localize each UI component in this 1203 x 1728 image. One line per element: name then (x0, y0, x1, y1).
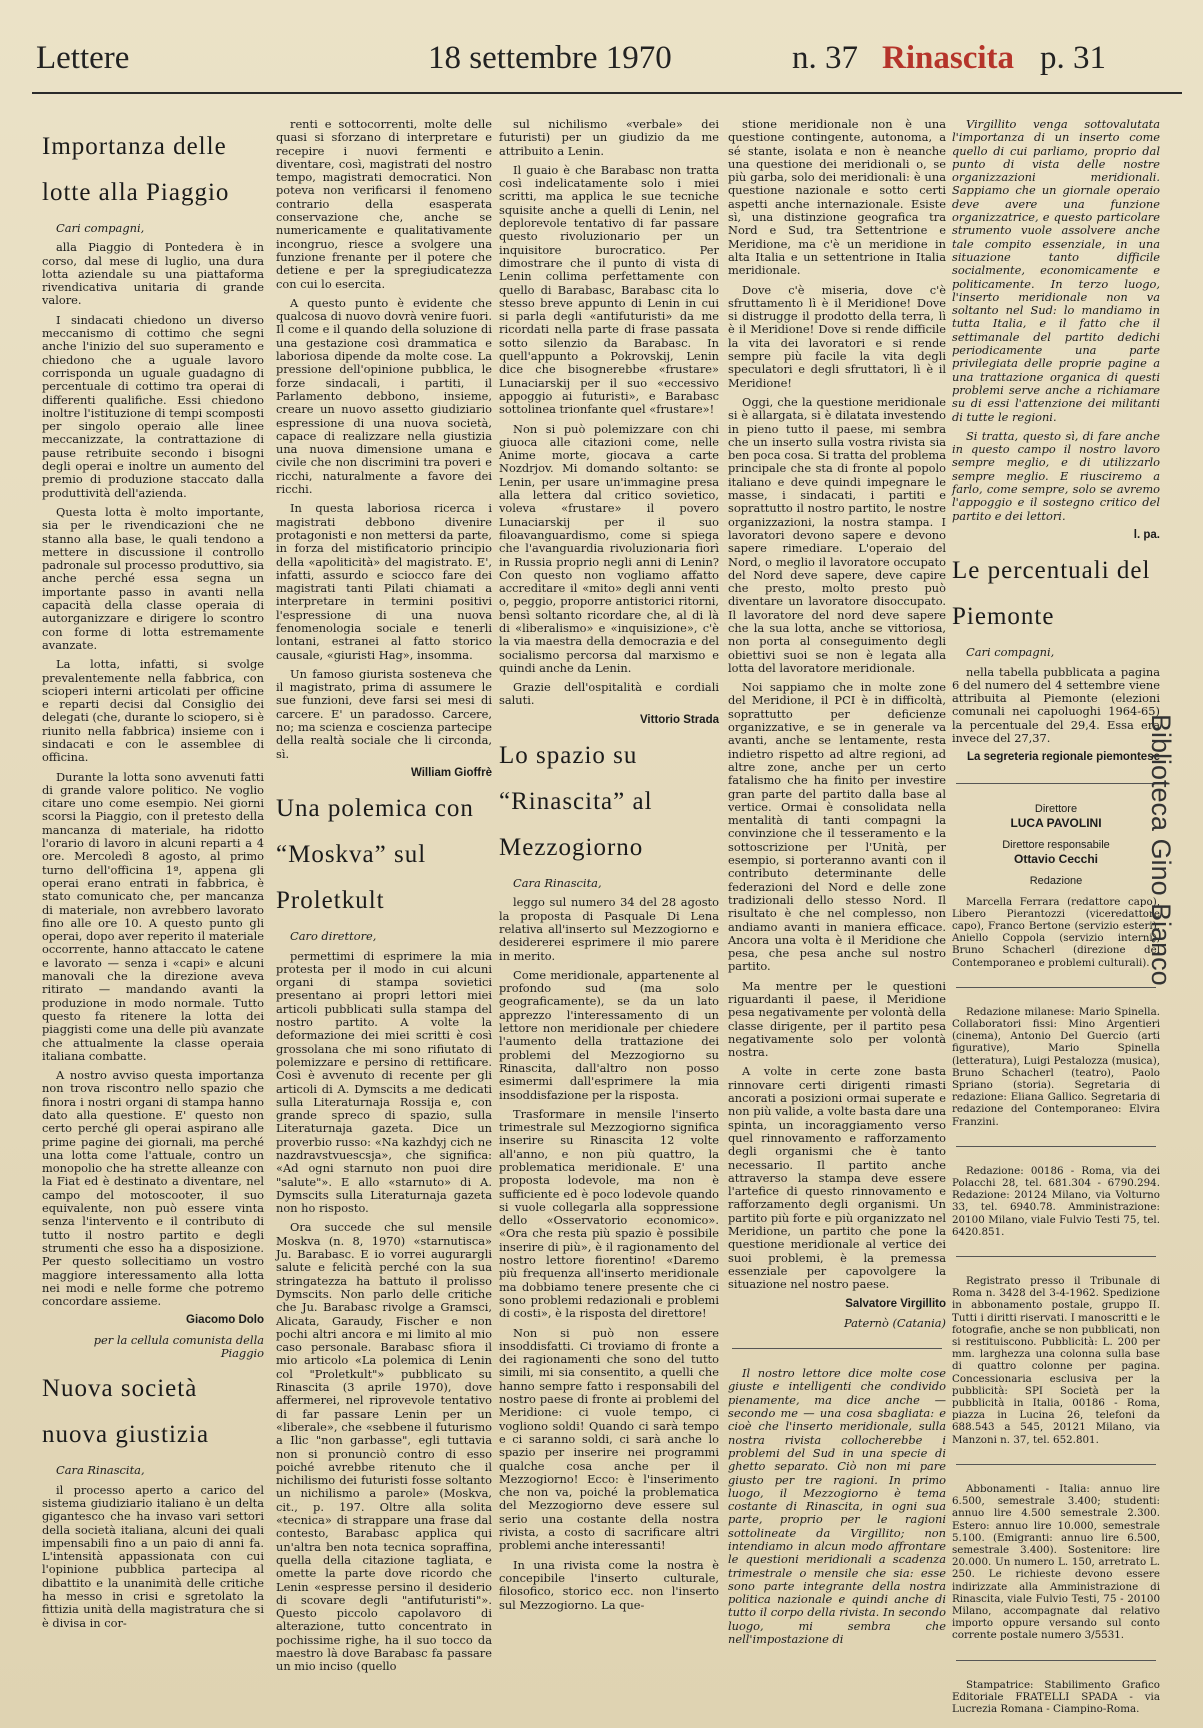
section-title: Lettere (36, 40, 130, 76)
divider (956, 783, 1156, 784)
divider (956, 1464, 1156, 1465)
signature: Vittorio Strada (639, 713, 719, 726)
library-watermark: Biblioteca Gino Bianco (1146, 714, 1176, 986)
body-paragraph: I sindacati chiedono un diverso meccanismo di cottimo che segni anche l'inizio del suo superamento e chiedono che a uguale lavoro corrisponda un uguale guadagno di percentuale di cottimo tra operai di differenti qualifiche. Essi chiedono inoltre l'istituzione di tempi scomposti per singolo operaio alle linee meccanizzate, la contrattazione di pause retribuite secondo i bisogni degli operai e inoltre un aumento del premio di produzione staccato dalla produttività dell'azienda. (42, 312, 264, 500)
signature-affiliation: per la cellula comunista della Piaggio (93, 1332, 264, 1361)
editor-reply-continued (952, 118, 1160, 523)
signature: Giacomo Dolo (186, 1314, 264, 1327)
redazione-staff: Marcella Ferrara (redattore capo), Libero Pierantozzi (viceredattore capo), Franco Bertone (servizio esteri), Aniello Coppola (servizio interni), Bruno Schacherl (direzione del Contemporaneo e problemi culturali). (952, 895, 1160, 969)
headline-nuova-giustizia: Nuova società nuova giustizia (42, 1375, 210, 1449)
body-paragraph: Questa lotta è molto importante, sia per le rivendicazioni che ne stanno alla base, le quali tendono a mettere in discussione il controllo padronale sul processo produttivo, sia anche perché essa segna un importante passo in avanti nella capacità della classe operaia di autorganizzare e dirigere lo scontro con forme di lotta estremamente avanzate. (42, 504, 264, 652)
subscriptions: Abbonamenti - Italia: annuo lire 6.500, semestrale 3.400; studenti: annuo lire 4.500 semestrale 2.300. Estero: annuo lire 10.000, semestrale 5.100. (Emigranti: annuo lire 6.500, semestrale 3.400). Sostenitore: lire 20.000. Un numero L. 150, arretrato L. 250. Le richieste devono essere indirizzate alla Amministrazione di Rinascita, viale Fulvio Testi, 75 - 20100 Milano, accompagnate dal relativo importo oppure versando sul conto corrente postale numero 3/5531. (952, 1482, 1160, 1642)
signature: Salvatore Virgillito (845, 1297, 946, 1310)
addresses: Redazione: 00186 - Roma, via dei Polacchi 28, tel. 681.304 - 6790.294. Redazione: 20124 Milano, via Volturno 33, tel. 6940.78. Amministrazione: 20100 Milano, viale Fulvio Testi 75, tel. 6420.851. (952, 1164, 1160, 1238)
signature: William Gioffrè (410, 766, 492, 779)
legal-notice: Registrato presso il Tribunale di Roma n. 3428 del 3-4-1962. Spedizione in abbonamento postale, gruppo II. Tutti i diritti riservati. I manoscritti e le fotografie, anche se non pubblicati, non si restituiscono. Pubblicità: L. 200 per mm. larghezza una colonna sulla base di quattro colonne per pagina. Concessionaria esclusiva per la pubblicità: SPI Società per la pubblicità in Italia, 00186 - Roma, piazza in Lucina 26, telefoni da 688.543 a 545, 20121 Milano, via Manzoni n. 37, tel. 652.801. (952, 1275, 1160, 1446)
salutation: Cari compagni, (966, 645, 1055, 660)
issue-date: 18 settembre 1970 (428, 40, 672, 76)
divider (956, 1256, 1156, 1257)
salutation: Cara Rinascita, (513, 876, 602, 891)
issue-number: n. 37 (792, 40, 858, 76)
headline-spazio-mezzogiorno: Lo spazio su “Rinascita” al Mezzogiorno (499, 742, 653, 862)
reply-paragraph: Si tratta, questo sì, di fare anche in questo campo il nostro lavoro sempre meglio, e di utilizzarlo sempre meglio. E riusciremo a farlo, come sempre, solo se avremo l'appoggio e il sostegno critico del partito e dei lettori. (952, 428, 1160, 523)
reply-signature: l. pa. (1133, 528, 1160, 541)
body-paragraph: La lotta, infatti, si svolge prevalentemente nella fabbrica, con scioperi interni articolati per officine e reparti decisi dal Consiglio dei delegati (che, durante lo sciopero, si è riunito nella fabbrica) insieme con i sindacati e con le assemblee di officina. (42, 657, 264, 765)
header-rule (32, 92, 1182, 94)
responsible-label: Direttore responsabile (1002, 838, 1110, 851)
body-paragraph: Come meridionale, appartenente al profondo sud (ma solo geograficamente), se da un lato apprezzo l'interessamento di un lettore non meridionale per chiedere l'aumento della trattazione dei problemi del Mezzogiorno su Rinascita, dall'altro non posso esimermi dall'esprimere la mia insoddisfazione per la risposta. (499, 967, 719, 1102)
column-2 (276, 118, 492, 1680)
body-paragraph: Trasformare in mensile l'inserto trimestrale sul Mezzogiorno significa inserire su Rinascita 12 volte all'anno, e non più quattro, la problematica meridionale. E' una proposta lodevole, ma non è sufficiente ed è poco lodevole quando si vuole collegarla alla soppressione dello «Osservatorio economico». «Ora che resta più spazio è possibile inserire di più», è il ragionamento del nostro lettore fiorentino! «Daremo più frequenza all'inserto meridionale ma dobbiamo tenere presente che ci sono problemi redazionali e problemi di costi», è la risposta del direttore! (499, 1106, 719, 1321)
body-paragraph: Il guaio è che Barabasc non tratta così indelicatamente solo i miei scritti, ma applica le sue tecniche squisite anche a quelli di Lenin, nel deplorevole tentativo di far passare questo rivoluzionario per un inquisitore burocratico. Per dimostrare che il punto di vista di Lenin collima perfettamente con quello di Barabasc, Barabasc cita lo stesso breve appunto di Lenin in cui si parla degli «antifuturisti» da me ricordati nella parte di frase passata sotto silenzio da Barabasc. In quell'appunto a Pokrovskij, Lenin dice che bisognerebbe «frustare» Lunaciarskij per il suo «eccessivo appoggio ai futuristi», e Barabasc sottolinea trionfante quel «frustare»! (499, 162, 719, 417)
masthead-logo: Rinascita (882, 40, 1014, 76)
salutation: Cara Rinascita, (56, 1463, 145, 1478)
reply-paragraph: Il nostro lettore dice molte cose giuste e intelligenti che condivido pienamente, ma dice anche — secondo me — una cosa sbagliata: e cioè che l'inserto meridionale, sulla nostra rivista collocherebbe i problemi del Sud in una specie di ghetto separato. Ciò non mi pare giusto per tre ragioni. In primo luogo, il Mezzogiorno è tema costante di Rinascita, in ogni sua parte, proprio per le ragioni sottolineate da Virgillito; non intendiamo in alcun modo affrontare le questioni meridionali a scadenza trimestrale o mensile che sia: esse sono parte integrante della nostra politica nazionale e quindi anche di tutto il corpo della rivista. In secondo luogo, mi sembra che nell'impostazione di (728, 1366, 946, 1647)
body-paragraph: stione meridionale non è una questione contingente, autonoma, a sé stante, isolata e non è neanche una questione dei meridionali o, se più garba, solo dei meridionali: è una questione nazionale e sotto certi aspetti anche internazionale. Esiste sì, una distinzione geografica tra Nord e Sud, tra Settentrione e Meridione, ma c'è un meridione in alta Italia e un settentrione in Italia meridionale. (728, 117, 946, 278)
body-paragraph: leggo sul numero 34 del 28 agosto la proposta di Pasquale Di Lena relativa all'inserto sul Mezzogiorno e desidererei esprimere il mio parere in merito. (499, 895, 719, 963)
printer-info: Stampatrice: Stabilimento Grafico Editoriale FRATELLI SPADA - via Lucrezia Romana - Ciampino-Roma. (952, 1678, 1160, 1715)
body-paragraph: Un famoso giurista sosteneva che il magistrato, prima di assumere le sue funzioni, deve farsi sei mesi di carcere. E' un paradosso. Carcere, no; ma scienza e coscienza partecipe della realtà sociale che li circonda, sì. (276, 666, 492, 761)
headline-percentuali: Le percentuali del Piemonte (952, 557, 1151, 631)
column-1 (42, 118, 264, 1636)
redazione-label: Redazione (1029, 874, 1083, 887)
body-paragraph: In una rivista come la nostra è concepibile l'inserto culturale, filosofico, storico ecc. non l'inserto sul Mezzogiorno. La que- (499, 1557, 719, 1612)
body-paragraph: renti e sottocorrenti, molte delle quasi si sforzano di interpretare e recepire i nuovi fermenti e diventare, così, magistrati del nostro tempo, magistrati democratici. Non poteva non verificarsi il fenomeno contrario della esasperata conservazione che, anche se numericamente e qualitativamente incongruo, riesce a svolgere una funzione frenante per il potere che detiene e per la spregiudicatezza con cui lo esercita. (276, 117, 492, 291)
column-3 (499, 118, 719, 1618)
responsible-director-block (952, 838, 1160, 866)
body-paragraph: Non si può non essere insoddisfatti. Ci troviamo di fronte a dei ragionamenti che sono del tutto simili, mi sia consentito, a quelli che hanno sempre fatto i responsabili del nostro paese di fronte ai problemi del Meridione: ci vuole tempo, ci vogliono soldi! Quando ci sarà tempo e ci saranno soldi, ci sarà anche lo spazio per inserire nei programmi qualche cosa anche per il Mezzogiorno! Ecco: è l'inserimento che non va, poiché la problematica del Mezzogiorno deve essere sul serio una costante della nostra rivista, a costo di sacrificare altri problemi anche interessanti! (499, 1325, 719, 1553)
column-4 (728, 118, 946, 1652)
salutation: Cari compagni, (56, 221, 145, 235)
column-5 (952, 118, 1160, 1721)
divider (956, 987, 1156, 988)
body-paragraph: il processo aperto a carico del sistema giudiziario italiano è un delta gigantesco che ha invaso vari settori della società italiana, alcuni dei quali impensabili fino a un paio di anni fa. L'intensità appassionata con cui l'opinione pubblica partecipa al dibattito e la unanimità delle critiche ha messo in crisi e sgretolato la fittizia unità della magistratura che si è divisa in cor- (42, 1482, 264, 1630)
body-paragraph: permettimi di esprimere la mia protesta per il modo in cui alcuni organi di stampa sovietici presentano ai propri lettori miei articoli pubblicati sulla stampa del nostro partito. A volte la deformazione dei miei scritti è così grossolana che mi sono rifiutato di polemizzare e persino di rettificare. Così è avvenuto di recente per gli articoli di A. Dymscits a me dedicati sulla Literaturnaja Rossija e, con grande spreco di spazio, sulla Literaturnaja gazeta. Dice un proverbio russo: «Na kazhdyj cich ne nazdravstvuescsja», che significa: «Ad ogni starnuto non puoi dire "salute"». E allo «starnuto» di A. Dymscits sulla Literaturnaja gazeta non ho risposto. (276, 948, 492, 1216)
body-paragraph: Ma mentre per le questioni riguardanti il paese, il Meridione pesa negativamente per volontà della classe dirigente, per il partito pesa negativamente solo per volontà nostra. (728, 978, 946, 1060)
body-paragraph: Ora succede che sul mensile Moskva (n. 8, 1970) «starnutisca» Ju. Barabasc. E io vorrei augurargli salute e felicità perché con la sua stringatezza ha battuto il prolisso Dymscits. Non parlo delle critiche che Ju. Barabasc rivolge a Gramsci, Alicata, Garaudy, Fischer e non pochi altri ancora e mi limito al mio caso personale. Barabasc sfiora il mio articolo «La polemica di Lenin col "Proletkult"» pubblicato su Rinascita (3 aprile 1970), dove affermerei, nel riprovevole tentativo di far passare Lenin per un «liberale», che «sebbene il futurismo a Ilic "non garbasse", egli tuttavia non si pronunciò contro di esso poiché avrebbe ritenuto che il nichilismo dei futuristi fosse soltanto un nichilismo a parole» (Moskva, cit., p. 197. Oltre alla solita «tecnica» di strappare una frase dal contesto, Barabasc applica qui un'altra ben nota tecnica sopraffina, quella della citazione tagliata, e omette la parte dove ricordo che Lenin «espresse persino il desiderio di scovare degli "antifuturisti"». Questo piccolo capolavoro di alterazione, tutto concentrato in pochissime righe, ha il suo tocco da maestro là dove Barabasc fa passare un mio inciso (quello (276, 1220, 492, 1674)
body-paragraph: Noi sappiamo che in molte zone del Meridione, il PCI è in difficoltà, soprattutto per deficienze organizzative, e se in generale va avanti, anche se lentamente, resta indietro rispetto ad altre regioni, ad altre zone, anche per un certo fatalismo che ha finito per investire gran parte del partito dalla base al vertice. Ormai è consolidata nella mentalità di tanti compagni la convinzione che il tesseramento e la sottoscrizione per l'Unità, per esempio, si porteranno avanti con il contributo determinante delle federazioni del Nord e delle zone tradizionali dello stesso Nord. Il risultato è che nel complesso, non andiamo avanti in maniera efficace. Ancora una volta è il Meridione che pesa, che pesa anche sul nostro partito. (728, 680, 946, 974)
body-paragraph: Durante la lotta sono avvenuti fatti di grande valore politico. Ne voglio citare uno come esempio. Nei giorni scorsi la Piaggio, con il pretesto della mancanza di materiale, ha ridotto l'orario di lavoro in alcuni reparti a 4 ore. Mercoledì 8 agosto, al primo turno dell'officina 1ª, appena gli operai erano entrati in fabbrica, è stato comunicato che, per mancanza di materiale, non avrebbero lavorato fino alle ore 10. A questo punto gli operai, dopo aver reperito il materiale occorrente, hanno attaccato le catene e lavorato — senza i «capi» e alcuni manovali che la direzione aveva ritirato — mandando avanti la produzione in modo normale. Tutto questo fa ritenere la lotta dei piaggisti come una delle più avanzate che attualmente la classe operaia italiana combatte. (42, 769, 264, 1063)
signature: La segreteria regionale piemontese (966, 751, 1160, 764)
body-paragraph: Grazie dell'ospitalità e cordiali saluti. (499, 680, 719, 708)
director-name: LUCA PAVOLINI (1010, 815, 1102, 830)
page-header (0, 28, 1203, 88)
divider (732, 1348, 942, 1349)
body-paragraph: In questa laboriosa ricerca i magistrati debbono divenire protagonisti e non mettersi da parte, in forza del mistificatorio principio della «apoliticità» del magistrato. E', infatti, assurdo e sciocco fare dei magistrati tanti Pilati chiamati a interpretare in termini positivi l'espressione di una nuova fenomenologia sociale e tenerli lontani, estranei al fatto storico causale, «giuristi Hag», insomma. (276, 501, 492, 662)
body-paragraph: A nostro avviso questa importanza non trova riscontro nello spazio che finora i nostri organi di stampa hanno dato alla questione. E' questo non certo perché gli operai aspirano alle prime pagine dei giornali, ma perché una lotta come l'attuale, contro un monopolio che ha strette alleanze con la Fiat ed è destinato a diventare, nel campo del motoscooter, il suo equivalente, non può essere vinta senza l'intervento e il contributo di tutto il nostro partito e degli strumenti che esso ha a disposizione. Per questo sollecitiamo un vostro maggiore interessamento alla lotta nei modi e nelle forme che potremo concordare assieme. (42, 1068, 264, 1309)
director-label: Direttore (1034, 802, 1078, 815)
body-paragraph: A volte in certe zone basta rinnovare certi dirigenti rimasti ancorati a posizioni ormai superate e non più valide, a volte basta dare una spinta, un incoraggiamento verso quel rinnovamento e rafforzamento degli organismi che è tanto necessario. Il partito anche attraverso la stampa deve essere l'artefice di questo rinnovamento e rafforzamento degli organismi. Un partito più forte e più organizzato nel Meridione, un partito che pone la questione meridionale al vertice dei suoi problemi, è la premessa essenziale per capovolgere la situazione nel nostro paese. (728, 1064, 946, 1292)
body-paragraph: nella tabella pubblicata a pagina 6 del numero del 4 settembre viene attribuita al Piemonte (elezioni comunali nei capoluoghi 1964-65) la percentuale del 29,4. Essa era invece del 27,37. (952, 664, 1160, 745)
signature-location: Paternò (Catania) (843, 1315, 946, 1330)
salutation: Caro direttore, (290, 929, 377, 944)
editor-reply (728, 1367, 946, 1646)
divider (956, 1146, 1156, 1147)
headline-piaggio: Importanza delle lotte alla Piaggio (42, 133, 230, 206)
divider (956, 1660, 1156, 1661)
body-paragraph: sul nichilismo «verbale» dei futuristi) per un giudizio da me attribuito a Lenin. (499, 117, 719, 158)
body-paragraph: Non si può polemizzare con chi giuoca alle citazioni come, nelle Anime morte, giocava a carte Nozdrjov. Mi domando soltanto: se Lenin, per usare un'immagine presa alla lettera dal critico sovietico, voleva «frustare» il povero Lunaciarskij per il suo filoavanguardismo, come si spiega che l'avanguardia rivoluzionaria fiorì in Russia proprio negli anni di Lenin? Con questo non vogliamo affatto accreditare il «mito» degli anni venti o, peggio, proporre antistorici ritorni, bensì soltanto ricordare che, al di là di «liberalismo» e «inquisizione», c'è la via maestra della democrazia e del socialismo percorsa dal marxismo e quindi anche da Lenin. (499, 421, 719, 675)
body-paragraph: alla Piaggio di Pontedera è in corso, dal mese di luglio, una dura lotta aziendale su una piattaforma rivendicativa unitaria di grande valore. (42, 240, 264, 308)
reply-paragraph: Virgillito venga sottovalutata l'importanza di un inserto come quello di cui parliamo, proprio dal punto di vista delle nostre organizzazioni meridionali. Sappiamo che un giornale operaio deve avere una funzione organizzatrice, e questo particolare strumento vuole assolvere anche tale compito essenziale, in una situazione tanto difficile socialmente, economicamente e politicamente. In terzo luogo, l'inserto meridionale non va soltanto nel Sud: lo mandiamo in tutta Italia, e il fatto che il settimanale del partito dedichi periodicamente una parte privilegiata delle proprie pagine a una trattazione organica di questi problemi serve anche a richiamare su di essi l'attenzione dei militanti di tutte le regioni. (952, 117, 1160, 424)
milan-staff: Redazione milanese: Mario Spinella. Collaboratori fissi: Mino Argentieri (cinema), Antonio Del Guercio (arti figurative), Mario Spinella (letteratura), Luigi Pestalozza (musica), Bruno Schacherl (teatro), Paolo Spriano (storia). Segretaria di redazione: Eliana Gallico. Segretaria di redazione del Contemporaneo: Elvira Franzini. (952, 1005, 1160, 1128)
body-paragraph: Dove c'è miseria, dove c'è sfruttamento lì è il Meridione! Dove si distrugge il prodotto della terra, lì è il Meridione! Dove si rende difficile la vita dei lavoratori e si rende sempre più facile la vita degli speculatori e degli sfruttatori, lì è il Meridione! (728, 282, 946, 390)
director-block (952, 802, 1160, 830)
headline-moskva: Una polemica con “Moskva” sul Proletkult (276, 795, 474, 915)
page-number: p. 31 (1040, 40, 1106, 76)
responsible-name: Ottavio Cecchi (1013, 851, 1099, 866)
body-paragraph: Oggi, che la questione meridionale si è allargata, si è dilatata investendo in pieno tutto il paese, mi sembra che un inserto sulla vostra rivista sia ben poca cosa. Si tratta del problema principale che sta di fronte al popolo italiano e deve quindi impegnare le masse, i sindacati, i partiti e soprattutto il nostro partito, le nostre organizzazioni, la nostra stampa. I lavoratori devono sapere e devono sapere rimediare. L'operaio del Nord, o meglio il lavoratore occupato del Nord deve sapere, deve capire che presto, molto presto può diventare un lavoratore disoccupato. Il lavoratore del nord deve sapere che la sua lotta, anche se vittoriosa, non porta al conseguimento degli obiettivi suoi se non è legata alla lotta del lavoratore meridionale. (728, 394, 946, 675)
body-paragraph: A questo punto è evidente che qualcosa di nuovo dovrà venire fuori. Il come e il quando della soluzione di una gestazione così drammatica e laboriosa dipende da molte cose. La pressione dell'opinione pubblica, le forze sindacali, i partiti, il Parlamento debbono, insieme, creare un nuovo assetto giudiziario espressione di una nuova società, capace di realizzare nella giustizia una nuova dimensione umana e civile che non discrimini tra poveri e ricchi, naturalmente a favore dei ricchi. (276, 295, 492, 497)
